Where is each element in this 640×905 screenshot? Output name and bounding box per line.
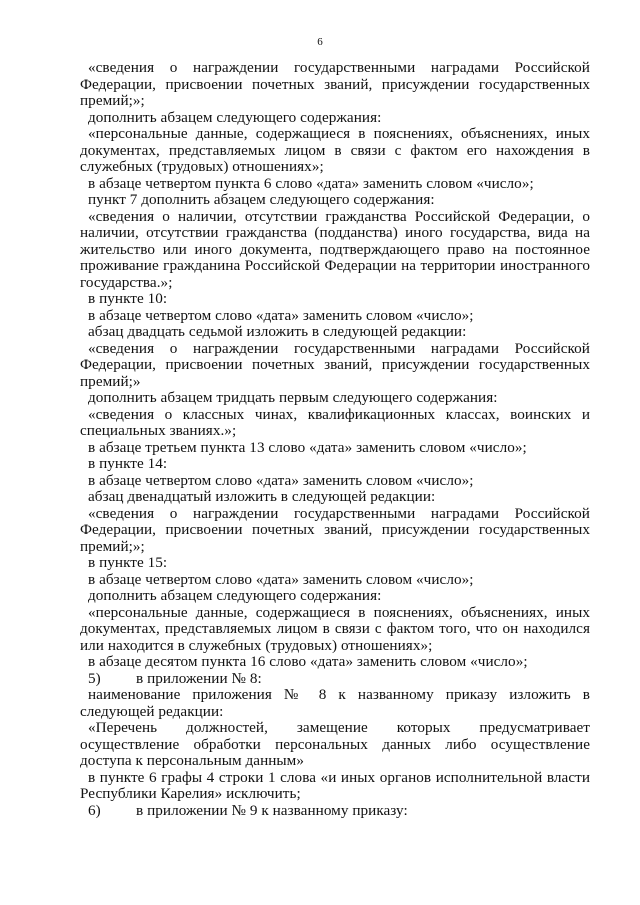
paragraph-add-clause-2: дополнить абзацем следующего содержания: [88, 587, 382, 604]
list-item-6 [80, 803, 590, 820]
page-number: 6 [317, 36, 323, 48]
paragraph-add-clause-1: дополнить абзацем следующего содержания: [88, 108, 382, 126]
list-item-5-text: в приложении № 8: [136, 669, 262, 687]
document-body [80, 60, 590, 819]
paragraph-item14-date: в абзаце четвертом слово «дата» заменить словом «число»; [88, 471, 474, 489]
paragraph-award-info-3: «сведения о награждении государственными наградами Российской Федерации, присвоении почетных званий, присуждении государственных премий;»; [80, 504, 590, 555]
paragraph-award-info-2: «сведения о награждении государственными наградами Российской Федерации, присвоении почетных званий, присуждении государственных премий;» [80, 339, 590, 390]
paragraph-clause31-add: дополнить абзацем тридцать первым следующего содержания: [88, 389, 498, 406]
paragraph-citizenship: «сведения о наличии, отсутствии гражданства Российской Федерации, о наличии, отсутствии гражданства (подданства) иного государства, вида на жительство или иного документа, подтверждающего право на постоянное проживание гражданина Российской Федерации на территории иностранного государства.»; [80, 207, 590, 291]
paragraph-positions-list: «Перечень должностей, замещение которых предусматривает осуществление обработки персональных данных либо осуществление доступа к персональным данным» [80, 719, 590, 769]
paragraph-item15: в пункте 15: [88, 554, 168, 571]
list-item-6-text: в приложении № 9 к названному приказу: [136, 801, 408, 819]
list-item-5 [80, 671, 590, 688]
paragraph-appendix8-title: наименование приложения № 8 к названному приказу изложить в следующей редакции: [80, 686, 590, 720]
paragraph-clause27: абзац двадцать седьмой изложить в следующей редакции: [88, 323, 467, 340]
paragraph-item6-date: в абзаце четвертом пункта 6 слово «дата» заменить словом «число»; [88, 174, 534, 192]
paragraph-class-ranks: «сведения о классных чинах, квалификационных классах, воинских и специальных званиях.»; [80, 405, 590, 439]
paragraph-item14: в пункте 14: [88, 455, 168, 472]
paragraph-award-info-1: «сведения о награждении государственными наградами Российской Федерации, присвоении почетных званий, присуждении государственных премий;»; [80, 59, 590, 109]
paragraph-personal-data-1: «персональные данные, содержащиеся в пояснениях, объяснениях, иных документах, представляемых лицом в связи с фактом его нахождения в служебных (трудовых) отношениях»; [80, 125, 590, 175]
paragraph-item7-add: пункт 7 дополнить абзацем следующего содержания: [88, 191, 435, 208]
paragraph-item15-date: в абзаце четвертом слово «дата» заменить словом «число»; [88, 570, 474, 588]
paragraph-item10: в пункте 10: [88, 290, 168, 307]
paragraph-item10-date: в абзаце четвертом слово «дата» заменить словом «число»; [88, 306, 474, 324]
paragraph-item13-date: в абзаце третьем пункта 13 слово «дата» заменить словом «число»; [88, 438, 527, 456]
paragraph-personal-data-2: «персональные данные, содержащиеся в пояснениях, объяснениях, иных документах, представляемых лицом в связи с фактом того, что он находился или находится в служебных (трудовых) отношениях»; [80, 603, 590, 654]
paragraph-clause12: абзац двенадцатый изложить в следующей редакции: [88, 488, 436, 505]
list-item-6-number: 6) [88, 801, 101, 819]
paragraph-item6-col4: в пункте 6 графы 4 строки 1 слова «и иных органов исполнительной власти Республики Карелия» исключить; [80, 768, 590, 802]
paragraph-item16-date: в абзаце десятом пункта 16 слово «дата» заменить словом «число»; [88, 653, 528, 670]
list-item-5-number: 5) [88, 669, 101, 687]
